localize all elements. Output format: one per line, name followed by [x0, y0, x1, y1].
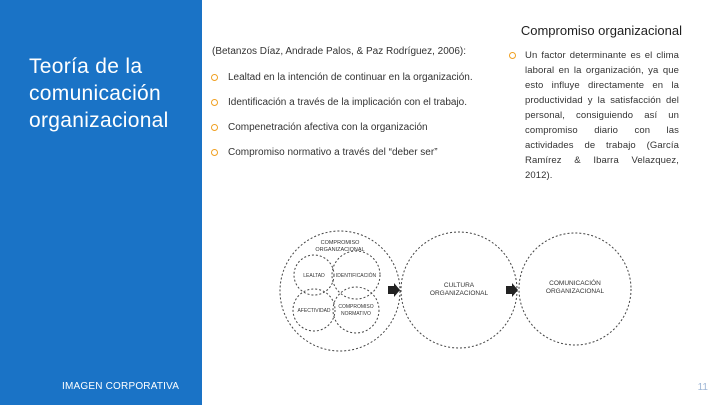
comunicacion-label-line-1: COMUNICACIÓN — [549, 280, 601, 287]
sidebar-panel — [0, 0, 202, 405]
arrow-right-icon — [506, 283, 518, 297]
bullet-text: Compenetración afectiva con la organización — [228, 122, 428, 133]
bullet-text: Identificación a través de la implicación con el trabajo. — [228, 97, 468, 108]
bullet-circle-icon — [211, 99, 218, 106]
citation-source: (Betanzos Díaz, Andrade Palos, & Paz Rodríguez, 2006): — [212, 46, 467, 57]
normativo-label-line-1: COMPROMISO — [338, 304, 374, 310]
right-note — [509, 48, 679, 183]
afectividad-label: AFECTIVIDAD — [297, 308, 331, 314]
cultura-label-line-2: ORGANIZACIONAL — [429, 290, 489, 297]
cultura-label-line-1: CULTURA — [443, 282, 475, 289]
page-number: 11 — [697, 382, 708, 393]
bullet-circle-icon — [211, 124, 218, 131]
bullet-item — [211, 96, 473, 121]
bullet-text: Lealtad en la intención de continuar en la organización. — [228, 72, 473, 83]
bullet-list — [211, 71, 473, 171]
bullet-circle-icon — [211, 149, 218, 156]
bullet-circle-icon — [211, 74, 218, 81]
normativo-label-line-2: NORMATIVO — [341, 311, 371, 317]
outer-label-line-1: COMPROMISO — [320, 240, 360, 246]
outer-label-line-2: ORGANIZACIONAL — [315, 247, 365, 253]
comunicacion-label-line-2: ORGANIZACIONAL — [545, 288, 605, 295]
lealtad-label: LEALTAD — [303, 273, 325, 279]
organizational-diagram — [272, 228, 692, 368]
sidebar-title: Teoría de la comunicación organizacional — [29, 55, 169, 132]
bullet-text: Compromiso normativo a través del “deber ser” — [228, 147, 438, 158]
bullet-circle-icon — [509, 52, 516, 59]
right-note-text: Un factor determinante es el clima laboral en la organización, ya que esto influye directamente en la productividad y la satisfacción del personal, consiguiendo así un compromiso diario con las actividades de trabajo (García Ramírez & Ibarra Velazquez, 2012). — [525, 50, 679, 181]
bullet-item — [211, 121, 473, 146]
bullet-item — [211, 146, 473, 171]
corporate-footer: IMAGEN CORPORATIVA — [62, 381, 180, 392]
identificacion-label: IDENTIFICACIÓN — [335, 273, 377, 279]
slide-title: Compromiso organizacional — [520, 23, 682, 38]
normativo-circle — [333, 287, 379, 333]
bullet-item — [211, 71, 473, 96]
arrow-right-icon — [388, 283, 400, 297]
